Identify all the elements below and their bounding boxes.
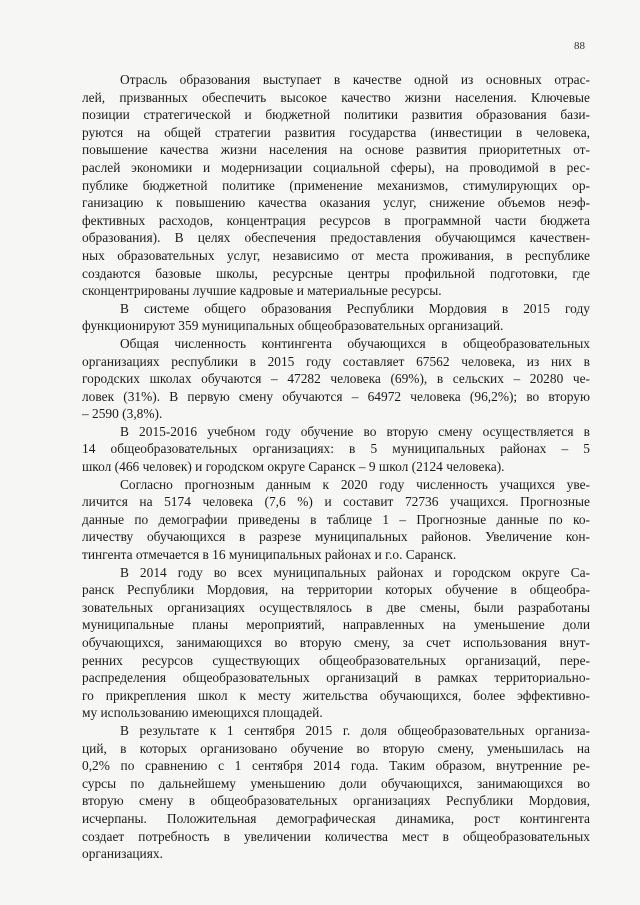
text-line: руются на общей стратегии развития государства (инвестиции в человека, [82,124,590,140]
text-line: муниципальные планы мероприятий, направленных на уменьшение доли [82,617,590,633]
text-line: публике бюджетной политике (применение механизмов, стимулирующих ор- [82,177,590,193]
text-line: му использованию имеющихся площадей. [82,705,323,721]
text-line: повышение качества жизни населения на основе развития приоритетных от- [82,142,590,158]
text-line: ранск Республики Мордовия, на территории которых обучение в общеобра- [82,582,590,598]
page-number: 88 [574,40,585,52]
text-line: фективных расходов, концентрация ресурсов в программной части бюджета [82,212,590,228]
text-line: зовательных организациях осуществлялось в две смены, были разработаны [82,599,590,615]
text-line: лей, призванных обеспечить высокое качество жизни населения. Ключевые [82,89,590,105]
text-line: данные по демографии приведены в таблице 1 – Прогнозные данные по ко- [82,511,590,527]
text-line: В результате к 1 сентября 2015 г. доля общеобразовательных организа- [120,722,590,738]
text-line: школ (466 человек) и городском округе Саранск – 9 школ (2124 человека). [82,459,505,475]
text-line: личится на 5174 человека (7,6 %) и составит 72736 учащихся. Прогнозные [82,494,590,510]
text-line: организациях. [82,846,163,862]
text-line: В системе общего образования Республики Мордовия в 2015 году [120,300,590,316]
text-line: личеству обучающихся в разрезе муниципальных районов. Увеличение кон- [82,529,590,545]
text-line: позиции стратегической и бюджетной политики развития образования бази- [82,107,590,123]
text-line: распределения общеобразовательных организаций в рамках территориально- [82,670,590,686]
text-line: го прикрепления школ к месту жительства обучающихся, более эффективно- [82,687,590,703]
text-line: тингента отмечается в 16 муниципальных районах и г.о. Саранск. [82,547,457,563]
text-line: организациях республики в 2015 году составляет 67562 человека, из них в [82,353,590,369]
text-line: образования). В целях обеспечения предоставления обучающимся качествен- [82,230,590,246]
text-line: – 2590 (3,8%). [82,406,163,422]
text-line: обучающихся, занимающихся во вторую смену, за счет использования внут- [82,635,590,650]
text-line: функционируют 359 муниципальных общеобразовательных организаций. [82,318,504,334]
body-text [82,71,590,863]
text-line: создает потребность в увеличении количества мест в общеобразовательных [82,828,590,844]
text-line: создаются базовые школы, ресурсные центры профильной подготовки, где [82,265,590,281]
text-line: В 2015-2016 учебном году обучение во вторую смену осуществляется в [120,423,590,439]
text-line: Отрасль образования выступает в качестве одной из основных отрас- [120,72,590,87]
text-line: ных образовательных услуг, независимо от места проживания, в республике [82,247,590,263]
text-line: сурсы по дальнейшему уменьшению доли обучающихся, занимающихся во [82,775,590,791]
text-line: ций, в которых организовано обучение во вторую смену, уменьшилась на [82,740,590,756]
text-line: ганизацию к повышению качества оказания услуг, снижение объемов неэф- [82,195,590,211]
text-line: ренних ресурсов существующих общеобразовательных организаций, пере- [82,652,590,668]
text-line: раслей экономики и модернизации социальной сферы), на проводимой в рес- [82,159,590,175]
text-line: сконцентрированы лучшие кадровые и материальные ресурсы. [82,283,442,299]
text-line: городских школах обучаются – 47282 человека (69%), в сельских – 20280 че- [82,371,590,387]
text-line: ловек (31%). В первую смену обучаются – 64972 человека (96,2%); во вторую [82,388,590,404]
text-line: вторую смену в общеобразовательных организациях Республики Мордовия, [82,793,590,809]
text-line: В 2014 году во всех муниципальных районах и городском округе Са- [120,564,590,580]
text-line: исчерпаны. Положительная демографическая динамика, рост контингента [82,810,590,826]
text-line: Согласно прогнозным данным к 2020 году численность учащихся уве- [120,476,590,492]
text-line: 14 общеобразовательных организациях: в 5 муниципальных районах – 5 [82,441,590,457]
text-line: Общая численность контингента обучающихся в общеобразовательных [120,335,590,351]
text-line: 0,2% по сравнению с 1 сентября 2014 года. Таким образом, внутренние ре- [82,758,590,774]
